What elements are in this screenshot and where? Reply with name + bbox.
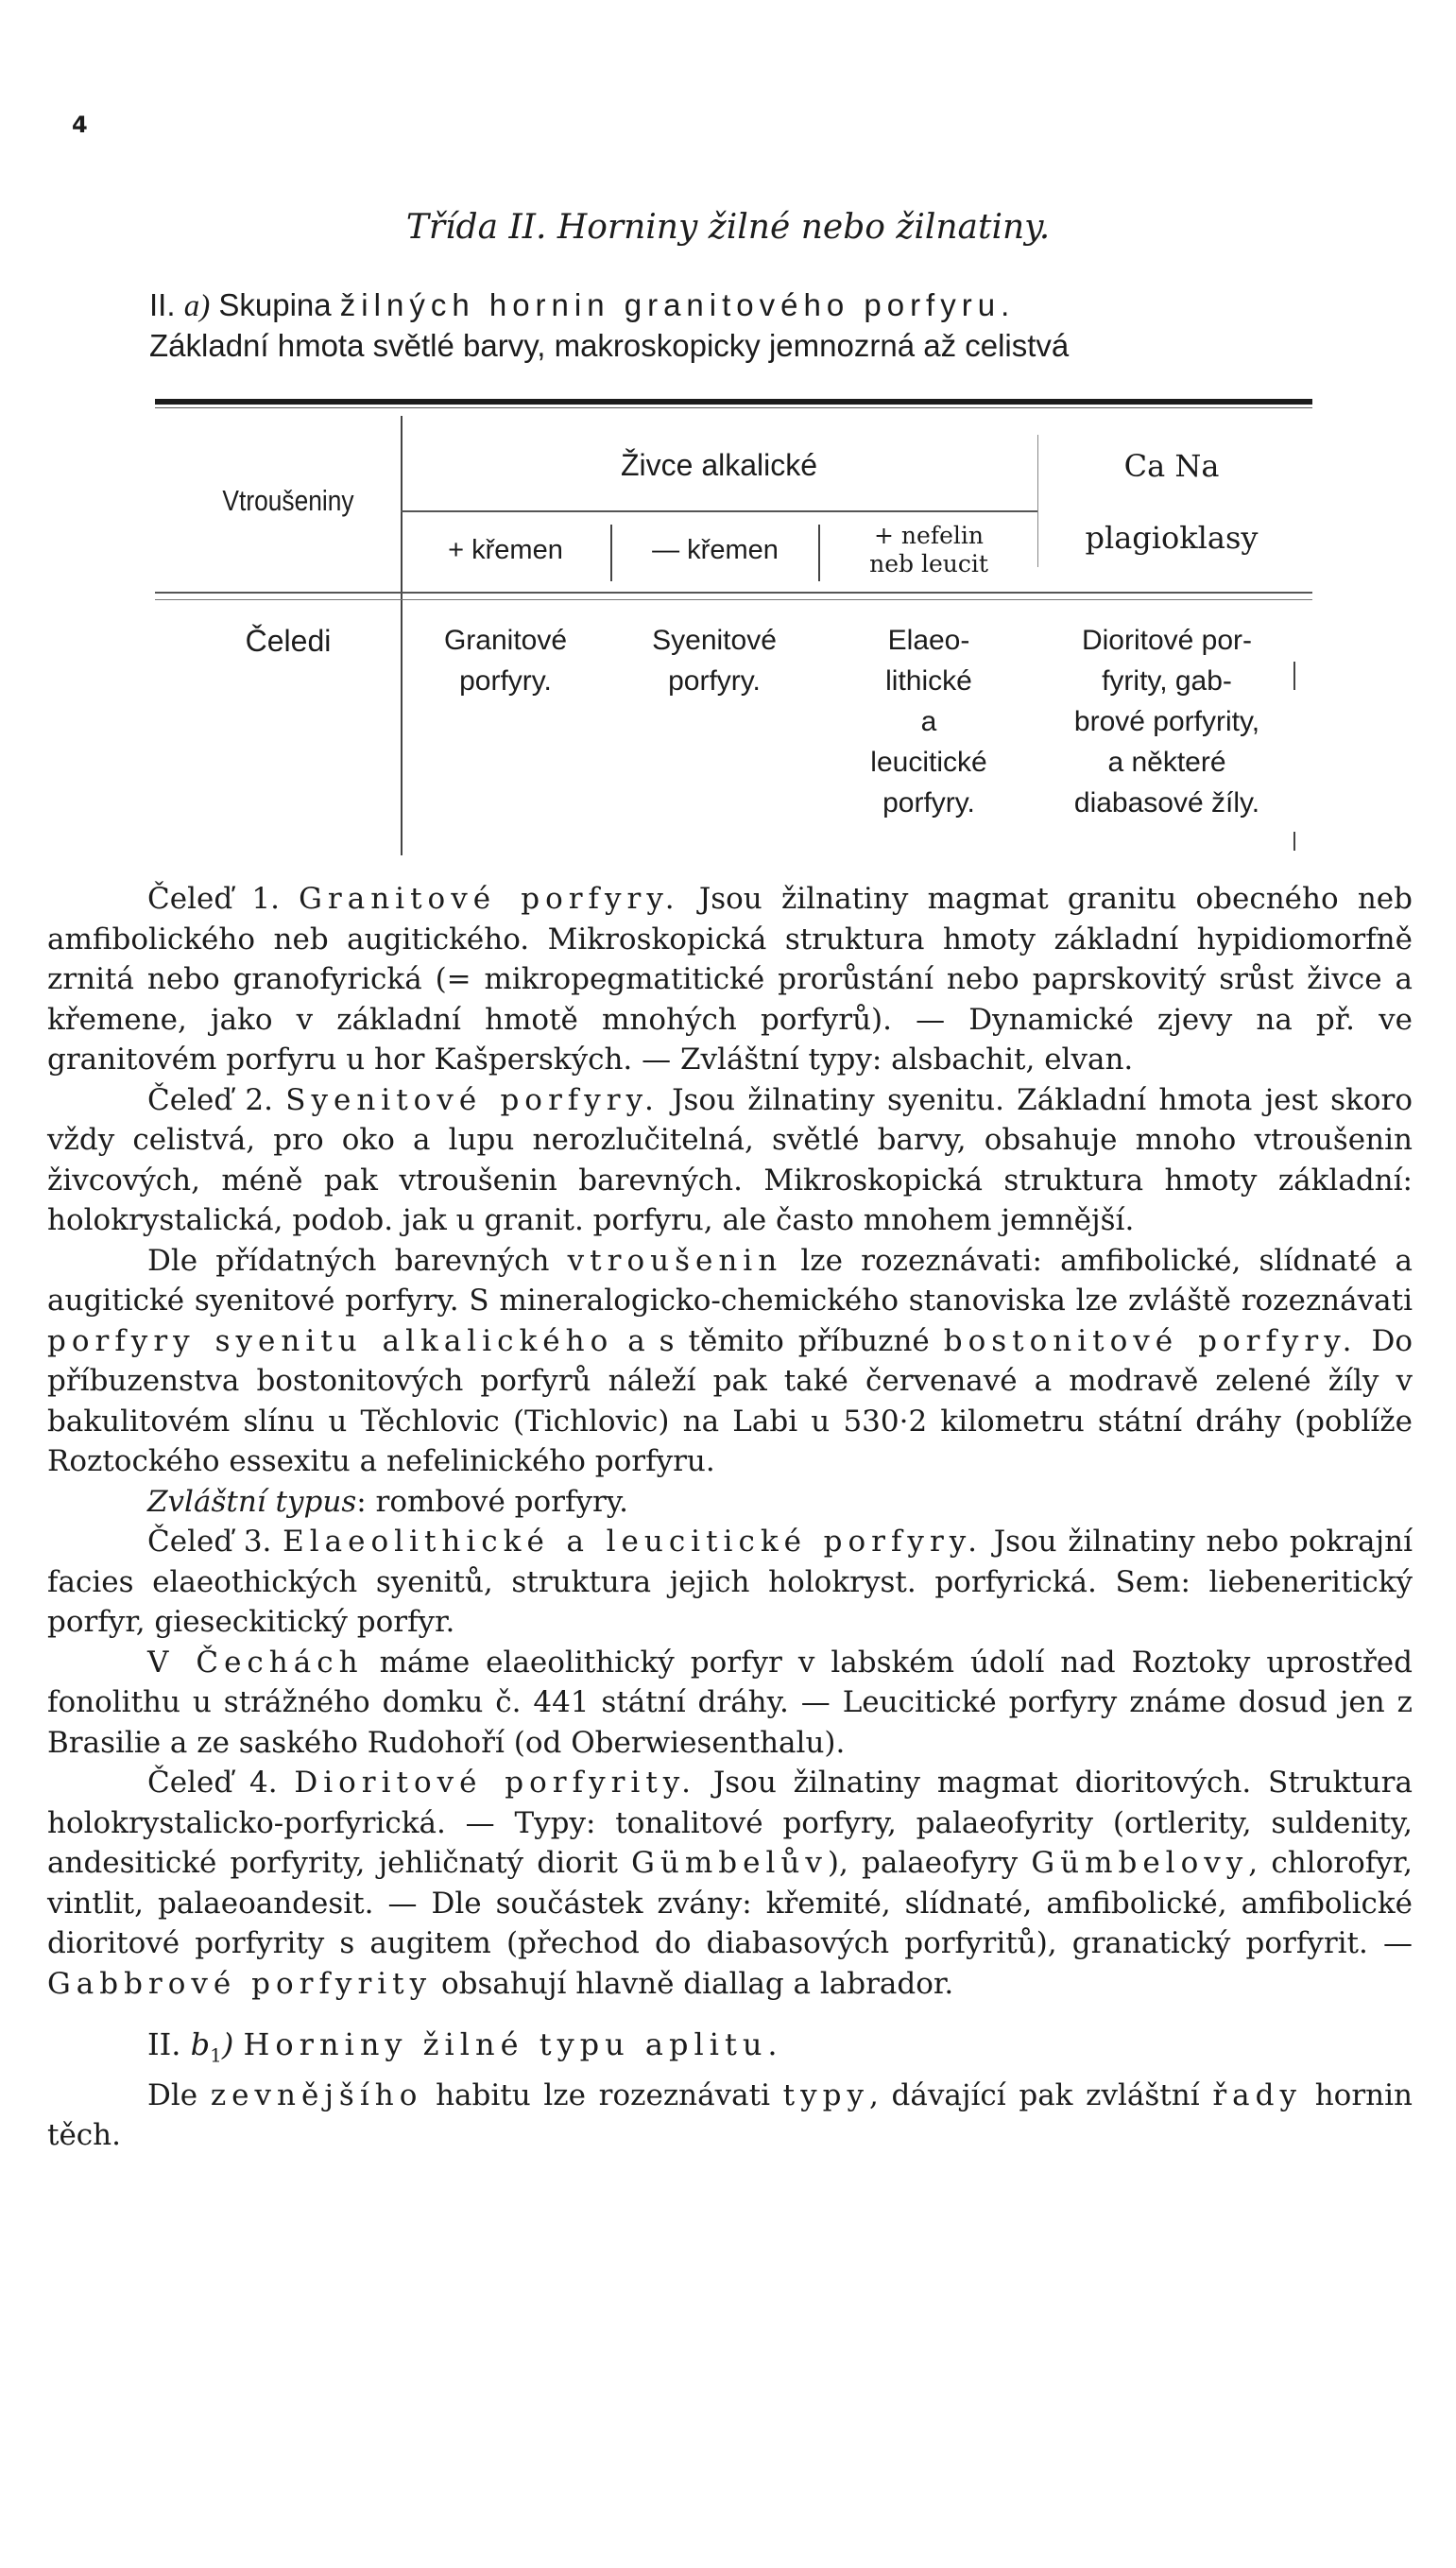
paragraph-body: ), palaeofyry	[827, 1846, 1019, 1880]
emphasis: Gabbrové porfyrity	[47, 1966, 433, 2001]
table-divider	[1037, 435, 1038, 567]
header-nefelin-line2: neb leucit	[869, 550, 988, 577]
section-a-heading	[149, 285, 1415, 366]
body-text	[47, 879, 1413, 2156]
section-letter-paren: )	[221, 2026, 234, 2062]
header-zivce-alkalicke: Živce alkalické	[620, 448, 818, 482]
family-line: fyrity, gab-	[1102, 665, 1232, 697]
family-line: a	[920, 706, 937, 737]
class-heading: Třída II. Horniny žilné nebo žilnatiny.	[405, 208, 1051, 247]
paragraph-celed-3	[47, 1522, 1413, 1643]
section-group-word: Skupina	[218, 287, 332, 322]
table-top-rule	[155, 399, 1312, 405]
section-letter: a)	[183, 289, 211, 323]
paragraph-celed-1	[47, 879, 1413, 1080]
emphasis: Gümbelův	[631, 1846, 828, 1880]
emphasis: porfyry syenitu alkalického	[47, 1323, 614, 1358]
family-line: lithické	[885, 665, 972, 697]
page-number: 4	[72, 112, 88, 138]
family-label: Čeleď 2.	[147, 1082, 273, 1117]
paragraph-vtrouseniny	[47, 1241, 1413, 1482]
paragraph-b1	[47, 2076, 1413, 2156]
paragraph-body: a s těmito příbuzné	[627, 1323, 930, 1358]
family-line: leucitické	[870, 747, 987, 778]
paragraph-celed-2	[47, 1080, 1413, 1241]
paragraph-body: Jsou žilnatiny syenitu. Základní hmota jest skoro vždy celistvá, pro oko a lupu nerozlučitelná, světlé barvy, obsahuje mnoho vtroušenin živcových, méně pak vtroušenin barevných. Mikroskopická struktura hmoty základní: holokrystalická, podob. jak u granit. porfyru, ale často mnohem jemnější.	[47, 1082, 1413, 1237]
family-line: Dioritové por-	[1081, 625, 1253, 656]
paragraph-body: Jsou žilnatiny nebo pokrajní facies elaeothických syenitů, struktura jejich holokryst. porfyrická. Sem: liebeneritický porfyr, gieseckitický porfyr.	[47, 1525, 1413, 1639]
family-line: brové porfyrity,	[1073, 706, 1260, 737]
family-label: Čeleď 1.	[147, 882, 280, 916]
emphasis: vtroušenin	[567, 1243, 783, 1278]
family-line: Elaeo-	[887, 625, 970, 656]
paragraph-body: Dle přídatných barevných	[147, 1243, 550, 1278]
family-line: diabasové žíly.	[1073, 787, 1260, 819]
paragraph-body: : rombové porfyry.	[356, 1484, 629, 1519]
section-title: Horniny žilné typu aplitu.	[243, 2026, 783, 2062]
paragraph-body: lze rozeznávati: amfibolické, slídnaté a augitické syenitové porfyry. S mineralogicko-chemického stanoviska lze zvláště rozeznávati	[47, 1243, 1413, 1318]
family-granitove	[406, 620, 605, 701]
family-dioritove	[1039, 620, 1294, 823]
header-ca-na: Ca Na	[1123, 448, 1220, 484]
section-prefix: II.	[149, 287, 184, 322]
family-line: a některé	[1107, 747, 1226, 778]
emphasis: bostonitové porfyry.	[943, 1323, 1358, 1358]
typus-label: Zvláštní typus	[147, 1484, 357, 1519]
header-plagioklasy: plagioklasy	[1085, 520, 1259, 556]
section-letter-subscript: 1	[210, 2043, 222, 2067]
family-label: Čeleď 3.	[147, 1525, 272, 1559]
header-nefelin-line1: + nefelin	[874, 522, 984, 549]
paragraph-body: Do příbuzenstva bostonitových porfyrů náleží pak také červenavé a modravě zelené žíly v bakulitovém slínu u Těchlovic (Tichlovic) na Labi u 530·2 kilometru státní dráhy (poblíže Roztockého essexitu a nefelinického porfyru.	[47, 1323, 1413, 1478]
paragraph-body: máme elaeolithický porfyr v labském údolí nad Roztoky uprostřed fonolithu u strážného domku č. 441 státní dráhy. — Leucitické porfyry známe dosud jen z Brasilie a ze saského Rudohoří (od Oberwiesenthalu).	[47, 1645, 1413, 1760]
paragraph-celed-4	[47, 1763, 1413, 2004]
paragraph-body: Dle	[147, 2077, 198, 2112]
family-title: Granitové porfyry.	[299, 882, 680, 916]
family-line: porfyry.	[882, 787, 975, 819]
paragraph-body: hornin těch.	[47, 2077, 1413, 2153]
paragraph-body: , chlorofyr, vintlit, palaeoandesit. — Dle součástek zvány: křemité, slídnaté, amfibolické, amfibolické dioritové porfyrity s augitem (přechod do diabasových porfyritů), granatický porfyrit. —	[47, 1846, 1413, 1960]
table-header-rule-thin	[155, 599, 1312, 600]
table-header-rule	[155, 592, 1312, 594]
emphasis: zevnějšího	[210, 2077, 423, 2112]
paragraph-body: , dávající pak zvláštní	[869, 2077, 1200, 2112]
row-label-celedi: Čeledi	[245, 624, 332, 658]
paragraph-body: habitu lze rozeznávati	[436, 2077, 770, 2112]
family-syenitove	[614, 620, 814, 701]
section-subtitle: Základní hmota světlé barvy, makroskopicky jemnozrná až celistvá	[149, 328, 1070, 363]
section-letter: b	[190, 2026, 211, 2062]
family-title: Dioritové porfyrity.	[294, 1766, 697, 1800]
emphasis: Gümbelovy	[1031, 1846, 1249, 1880]
paragraph-body: Jsou žilnatiny magmat dioritových. Struktura holokrystalicko-porfyrická. — Typy: tonalitové porfyry, palaeofyrity (ortlerity, suldenity, andesitické porfyrity, jehličnatý diorit	[47, 1766, 1413, 1880]
table-divider	[1293, 832, 1295, 851]
paragraph-v-cechach	[47, 1643, 1413, 1764]
family-line: Granitové	[443, 625, 568, 656]
family-title: Syenitové porfyry.	[285, 1082, 659, 1117]
emphasis: typy	[782, 2077, 869, 2112]
family-line: porfyry.	[668, 665, 761, 697]
emphasis: V Čechách	[147, 1645, 364, 1680]
family-line: Syenitové	[652, 625, 777, 656]
table-divider	[401, 510, 1037, 512]
family-title: Elaeolithické a leucitické porfyry.	[283, 1525, 984, 1559]
paragraph-body: obsahují hlavně diallag a labrador.	[441, 1966, 954, 2001]
family-elaeolithicke	[822, 620, 1036, 823]
header-nefelin	[820, 522, 1037, 578]
section-group-title: žilných hornin granitového porfyru.	[339, 287, 1016, 322]
section-prefix: II.	[147, 2026, 181, 2062]
family-line: porfyry.	[459, 665, 552, 697]
family-label: Čeleď 4.	[147, 1766, 278, 1800]
emphasis: řady	[1212, 2077, 1302, 2112]
heading-section-b1	[47, 2025, 1413, 2076]
header-plus-kremen: + křemen	[448, 535, 563, 565]
table-top-rule-thin	[155, 407, 1312, 408]
header-minus-kremen: — křemen	[652, 535, 779, 565]
paragraph-zvlastni-typus	[47, 1482, 1413, 1523]
paragraph-body: Jsou žilnatiny magmat granitu obecného neb amfibolického neb augitického. Mikroskopická struktura hmoty základní hypidiomorfně zrnitá nebo granofyrická (= mikropegmatitické prorůstání nebo paprskovitý srůst živce a křemene, jako v základní hmotě mnohých porfyrů). — Dynamické zjevy na př. ve granitovém porfyru u hor Kašperských. — Zvláštní typy: alsbachit, elvan.	[47, 882, 1413, 1077]
header-vtrouseniny: Vtroušeniny	[222, 484, 354, 517]
